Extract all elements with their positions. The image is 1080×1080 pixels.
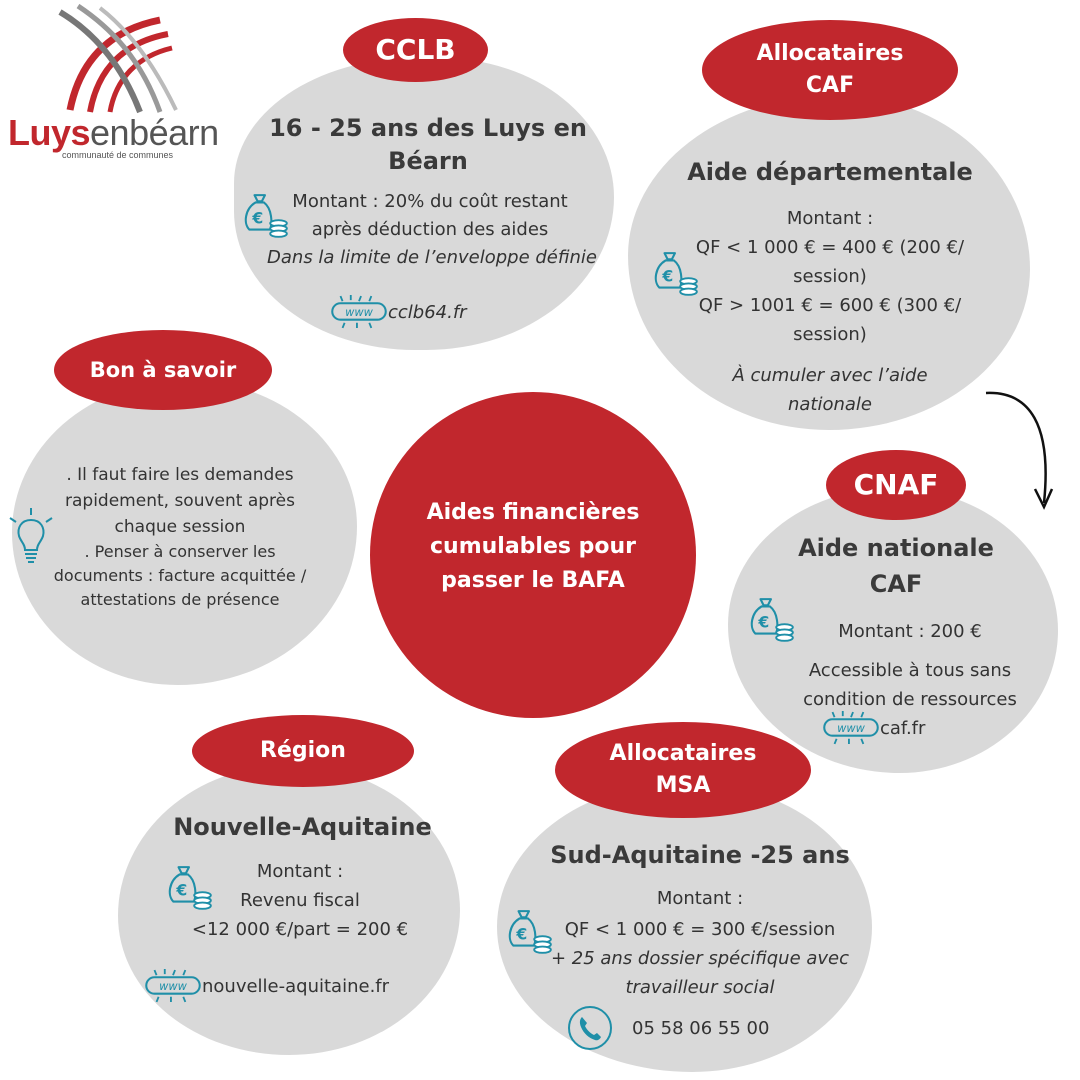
cnaf-heading-1: Aide nationale xyxy=(798,534,994,562)
arrow-icon xyxy=(980,385,1070,515)
msa-badge-line2: MSA xyxy=(655,773,711,798)
bon-line3: chaque session xyxy=(114,517,246,537)
www-icon xyxy=(144,968,202,1004)
logo-tagline: communauté de communes xyxy=(62,150,174,160)
region-line1: Montant : xyxy=(256,861,344,882)
msa-badge xyxy=(555,722,811,818)
bon-badge xyxy=(54,330,272,410)
caf-badge-line2: CAF xyxy=(805,73,855,98)
cnaf-line2: condition de ressources xyxy=(803,689,1017,710)
region-website-link[interactable]: nouvelle-aquitaine.fr xyxy=(202,975,390,997)
bon-badge-label: Bon à savoir xyxy=(89,357,237,382)
msa-line2: QF < 1 000 € = 300 €/session xyxy=(564,919,836,940)
region-line3: <12 000 €/part = 200 € xyxy=(191,919,409,940)
money-bag-icon xyxy=(746,596,798,644)
bon-line6: attestations de présence xyxy=(80,590,280,609)
region-heading: Nouvelle-Aquitaine xyxy=(173,813,432,841)
caf-line1: Montant : xyxy=(786,208,874,229)
logo-mark-icon xyxy=(0,0,230,120)
cnaf-website-row[interactable] xyxy=(822,710,925,746)
caf-line5: session) xyxy=(793,324,867,345)
caf-badge-line1: Allocataires xyxy=(756,41,904,67)
bon-line4: . Penser à conserver les xyxy=(84,542,276,561)
caf-note1: À cumuler avec l’aide xyxy=(732,365,928,386)
www-icon xyxy=(330,294,388,330)
msa-phone-row[interactable] xyxy=(566,1004,769,1052)
logo-name-bold: Luys xyxy=(8,112,91,153)
cnaf-badge xyxy=(826,450,966,520)
caf-line3: session) xyxy=(793,266,867,287)
cnaf-line1: Accessible à tous sans xyxy=(808,660,1012,681)
cclb-heading: 16 - 25 ans des Luys en Béarn xyxy=(269,114,587,175)
region-badge xyxy=(192,715,414,787)
msa-badge-line1: Allocataires xyxy=(609,741,757,767)
www-icon xyxy=(822,710,880,746)
caf-line2: QF < 1 000 € = 400 € (200 €/ xyxy=(695,237,965,258)
cnaf-website-link[interactable]: caf.fr xyxy=(880,717,926,739)
region-line2: Revenu fiscal xyxy=(240,890,360,911)
logo xyxy=(0,0,230,170)
msa-note1: + 25 ans dossier spécifique avec xyxy=(550,948,850,969)
center-title: Aides financières cumulables pour passer le BAFA xyxy=(426,500,640,593)
region-website-row[interactable] xyxy=(144,968,389,1004)
cclb-website-row[interactable] xyxy=(330,294,467,330)
msa-heading: Sud-Aquitaine -25 ans xyxy=(550,841,850,869)
bon-line2: rapidement, souvent après xyxy=(65,491,295,511)
caf-heading: Aide départementale xyxy=(687,158,973,186)
cclb-badge-label: CCLB xyxy=(375,32,456,66)
msa-line1: Montant : xyxy=(656,888,744,909)
cnaf-amount: Montant : 200 € xyxy=(838,621,982,642)
cclb-website-link[interactable]: cclb64.fr xyxy=(388,301,467,323)
caf-note2: nationale xyxy=(787,394,873,415)
cclb-badge xyxy=(343,18,488,82)
cclb-line1: Montant : 20% du coût restant xyxy=(292,191,568,212)
msa-phone-number[interactable]: 05 58 06 55 00 xyxy=(632,1017,770,1039)
msa-note2: travailleur social xyxy=(625,977,775,998)
cclb-line2: après déduction des aides xyxy=(311,219,549,240)
logo-name: enbéarn xyxy=(90,112,219,153)
bon-line5: documents : facture acquittée / xyxy=(53,566,307,585)
region-badge-label: Région xyxy=(260,738,346,764)
cnaf-badge-label: CNAF xyxy=(853,467,939,501)
cclb-note: Dans la limite de l’enveloppe définie xyxy=(267,247,597,268)
phone-icon xyxy=(566,1004,614,1052)
caf-badge xyxy=(702,20,958,120)
caf-line4: QF > 1001 € = 600 € (300 €/ xyxy=(698,295,962,316)
cnaf-heading-2: CAF xyxy=(869,570,923,598)
bon-line1: . Il faut faire les demandes xyxy=(66,465,294,485)
